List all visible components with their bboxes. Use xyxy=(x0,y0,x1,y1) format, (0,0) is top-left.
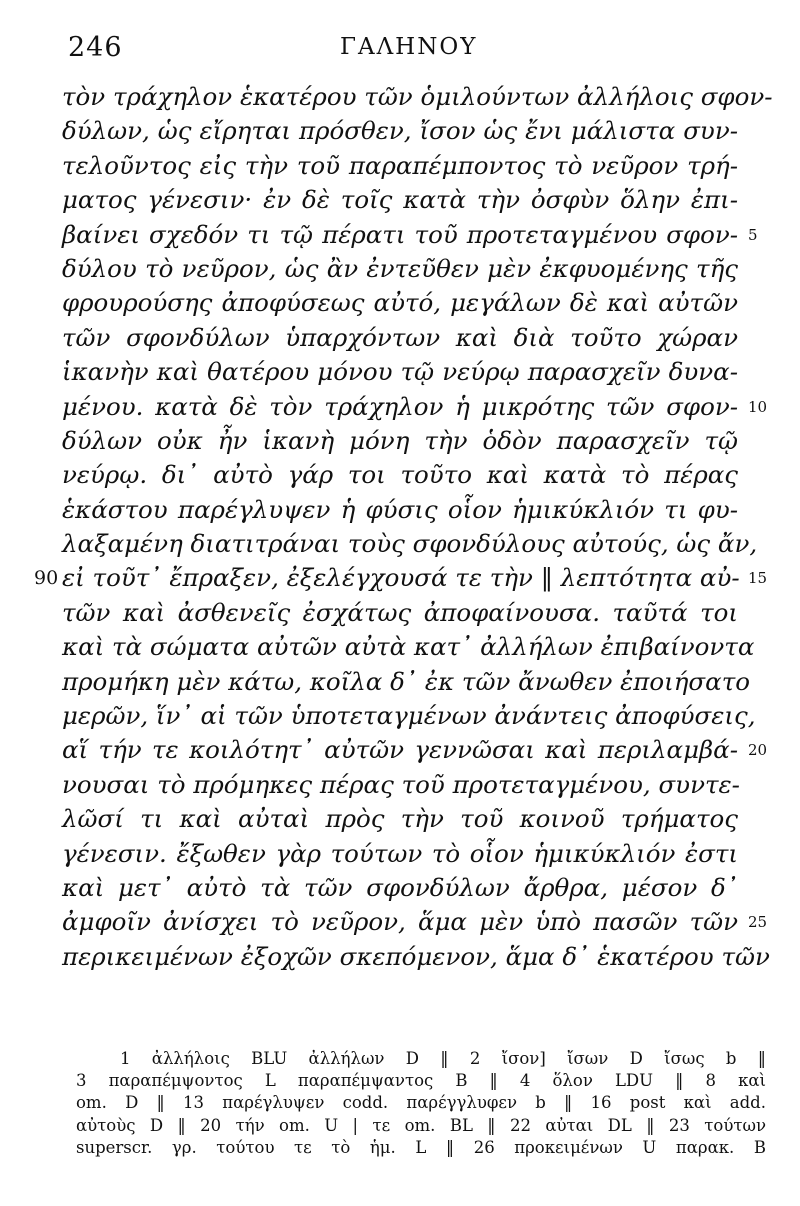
line-text: ματος γένεσιν· ἐν δὲ τοῖς κατὰ τὴν ὀσφὺν ὅλην ἐπι- xyxy=(62,185,738,215)
text-line xyxy=(62,493,738,527)
apparatus-line: 1 ἀλλήλοις BLU ἀλλήλων D ‖ 2 ἴσον] ἴσων D ἴσως b ‖ xyxy=(120,1049,766,1068)
apparatus-line: 3 παραπέμψοντος L παραπέμψαντος B ‖ 4 ὅλον LDU ‖ 8 καὶ xyxy=(76,1071,766,1091)
apparatus-line: om. D ‖ 13 παρέγλυψεν codd. παρέγγλυφεν b ‖ 16 post καὶ add. xyxy=(76,1093,766,1113)
text-line xyxy=(34,561,768,595)
line-text: λαξαμένη διατιτράναι τοὺς σφονδύλους αὐτούς, ὡς ἄν, xyxy=(62,529,758,559)
line-text: εἰ τοῦτ᾽ ἔπραξεν, ἐξελέγχουσά τε τὴν ‖ λεπτότητα αὐ- xyxy=(62,563,740,593)
line-text: λῶσί τι καὶ αὐταὶ πρὸς τὴν τοῦ κοινοῦ τρήματος xyxy=(62,804,738,834)
text-line xyxy=(62,802,738,836)
line-text: δύλων οὐκ ἦν ἱκανὴ μόνη τὴν ὁδὸν παρασχεῖν τῷ xyxy=(62,425,738,455)
text-line xyxy=(62,114,738,148)
right-margin-number: 20 xyxy=(748,741,768,760)
line-text: τὸν τράχηλον ἑκατέρου τῶν ὁμιλούντων ἀλλήλοις σφον- xyxy=(62,82,773,111)
line-text: φρουρούσης ἀποφύσεως αὐτό, μεγάλων δὲ καὶ αὐτῶν xyxy=(62,288,738,318)
text-line xyxy=(62,837,738,871)
running-title: ΓΑΛΗΝΟΥ xyxy=(340,34,478,60)
text-line xyxy=(62,355,738,389)
line-text: καὶ μετ᾽ αὐτὸ τὰ τῶν σφονδύλων ἄρθρα, μέσον δ᾽ xyxy=(62,872,738,902)
line-text: τελοῦντος εἰς τὴν τοῦ παραπέμποντος τὸ νεῦρον τρή- xyxy=(62,150,738,180)
text-line xyxy=(62,905,768,939)
text-line xyxy=(62,665,750,699)
line-text: δύλων, ὡς εἴρηται πρόσθεν, ἴσον ὡς ἔνι μάλιστα συν- xyxy=(62,116,738,146)
line-text: ἑκάστου παρέγλυψεν ἡ φύσις οἷον ἡμικύκλιόν τι φυ- xyxy=(62,494,738,524)
line-text: καὶ τὰ σώματα αὐτῶν αὐτὰ κατ᾽ ἀλλήλων ἐπιβαίνοντα xyxy=(62,632,755,662)
text-line xyxy=(62,149,738,183)
text-line xyxy=(62,940,770,974)
line-text: βαίνει σχεδόν τι τῷ πέρατι τοῦ προτεταγμένου σφον- xyxy=(62,219,738,249)
main-text xyxy=(34,80,773,974)
text-line xyxy=(62,390,768,424)
page-number: 246 xyxy=(68,32,123,63)
text-line xyxy=(62,80,773,114)
apparatus-line: superscr. γρ. τούτου τε τὸ ἡμ. L ‖ 26 προκειμένων U παρακ. B xyxy=(76,1137,766,1157)
text-line xyxy=(62,183,738,217)
right-margin-number: 25 xyxy=(748,913,768,932)
line-text: περικειμένων ἐξοχῶν σκεπόμενον, ἅμα δ᾽ ἑκατέρου τῶν xyxy=(62,941,770,971)
critical-apparatus xyxy=(76,1048,766,1159)
text-line xyxy=(62,527,758,561)
line-text: τῶν σφονδύλων ὑπαρχόντων καὶ διὰ τοῦτο χώραν xyxy=(62,322,738,352)
text-line xyxy=(62,630,755,664)
line-text: τῶν καὶ ἀσθενεῖς ἐσχάτως ἀποφαίνουσα. ταῦτά τοι xyxy=(62,597,738,627)
text-line xyxy=(62,733,768,767)
text-line xyxy=(62,218,758,252)
text-line xyxy=(62,699,756,733)
left-margin-number: 90 xyxy=(34,567,59,590)
text-line xyxy=(62,252,738,286)
line-text: δύλου τὸ νεῦρον, ὡς ἂν ἐντεῦθεν μὲν ἐκφυομένης τῆς xyxy=(62,253,738,283)
text-line xyxy=(62,596,738,630)
line-text: μένου. κατὰ δὲ τὸν τράχηλον ἡ μικρότης τῶν σφον- xyxy=(62,391,738,421)
text-line xyxy=(62,424,738,458)
line-text: προμήκη μὲν κάτω, κοῖλα δ᾽ ἐκ τῶν ἄνωθεν ἐποιήσατο xyxy=(62,666,750,696)
text-line xyxy=(62,768,738,802)
text-line xyxy=(62,321,738,355)
text-line xyxy=(62,871,738,905)
line-text: ἀμφοῖν ἀνίσχει τὸ νεῦρον, ἅμα μὲν ὑπὸ πασῶν τῶν xyxy=(62,907,738,937)
line-text: νεύρῳ. δι᾽ αὐτὸ γάρ τοι τοῦτο καὶ κατὰ τὸ πέρας xyxy=(62,460,738,490)
line-text: γένεσιν. ἔξωθεν γὰρ τούτων τὸ οἷον ἡμικύκλιόν ἐστι xyxy=(62,838,738,868)
line-text: μερῶν, ἵν᾽ αἱ τῶν ὑποτεταγμένων ἀνάντεις ἀποφύσεις, xyxy=(62,701,756,731)
apparatus-line: αὐτοὺς D ‖ 20 τήν om. U | τε om. BL ‖ 22 αὐται DL ‖ 23 τούτων xyxy=(76,1115,766,1135)
text-line xyxy=(62,458,738,492)
right-margin-number: 5 xyxy=(748,225,758,244)
line-text: νουσαι τὸ πρόμηκες πέρας τοῦ προτεταγμένου, συντε- xyxy=(62,769,740,799)
line-text: αἵ τήν τε κοιλότητ᾽ αὐτῶν γεννῶσαι καὶ περιλαμβά- xyxy=(62,735,738,765)
right-margin-number: 10 xyxy=(748,397,768,416)
right-margin-number: 15 xyxy=(748,569,768,588)
text-line xyxy=(62,286,738,320)
line-text: ἱκανὴν καὶ θατέρου μόνου τῷ νεύρῳ παρασχεῖν δυνα- xyxy=(62,357,738,387)
